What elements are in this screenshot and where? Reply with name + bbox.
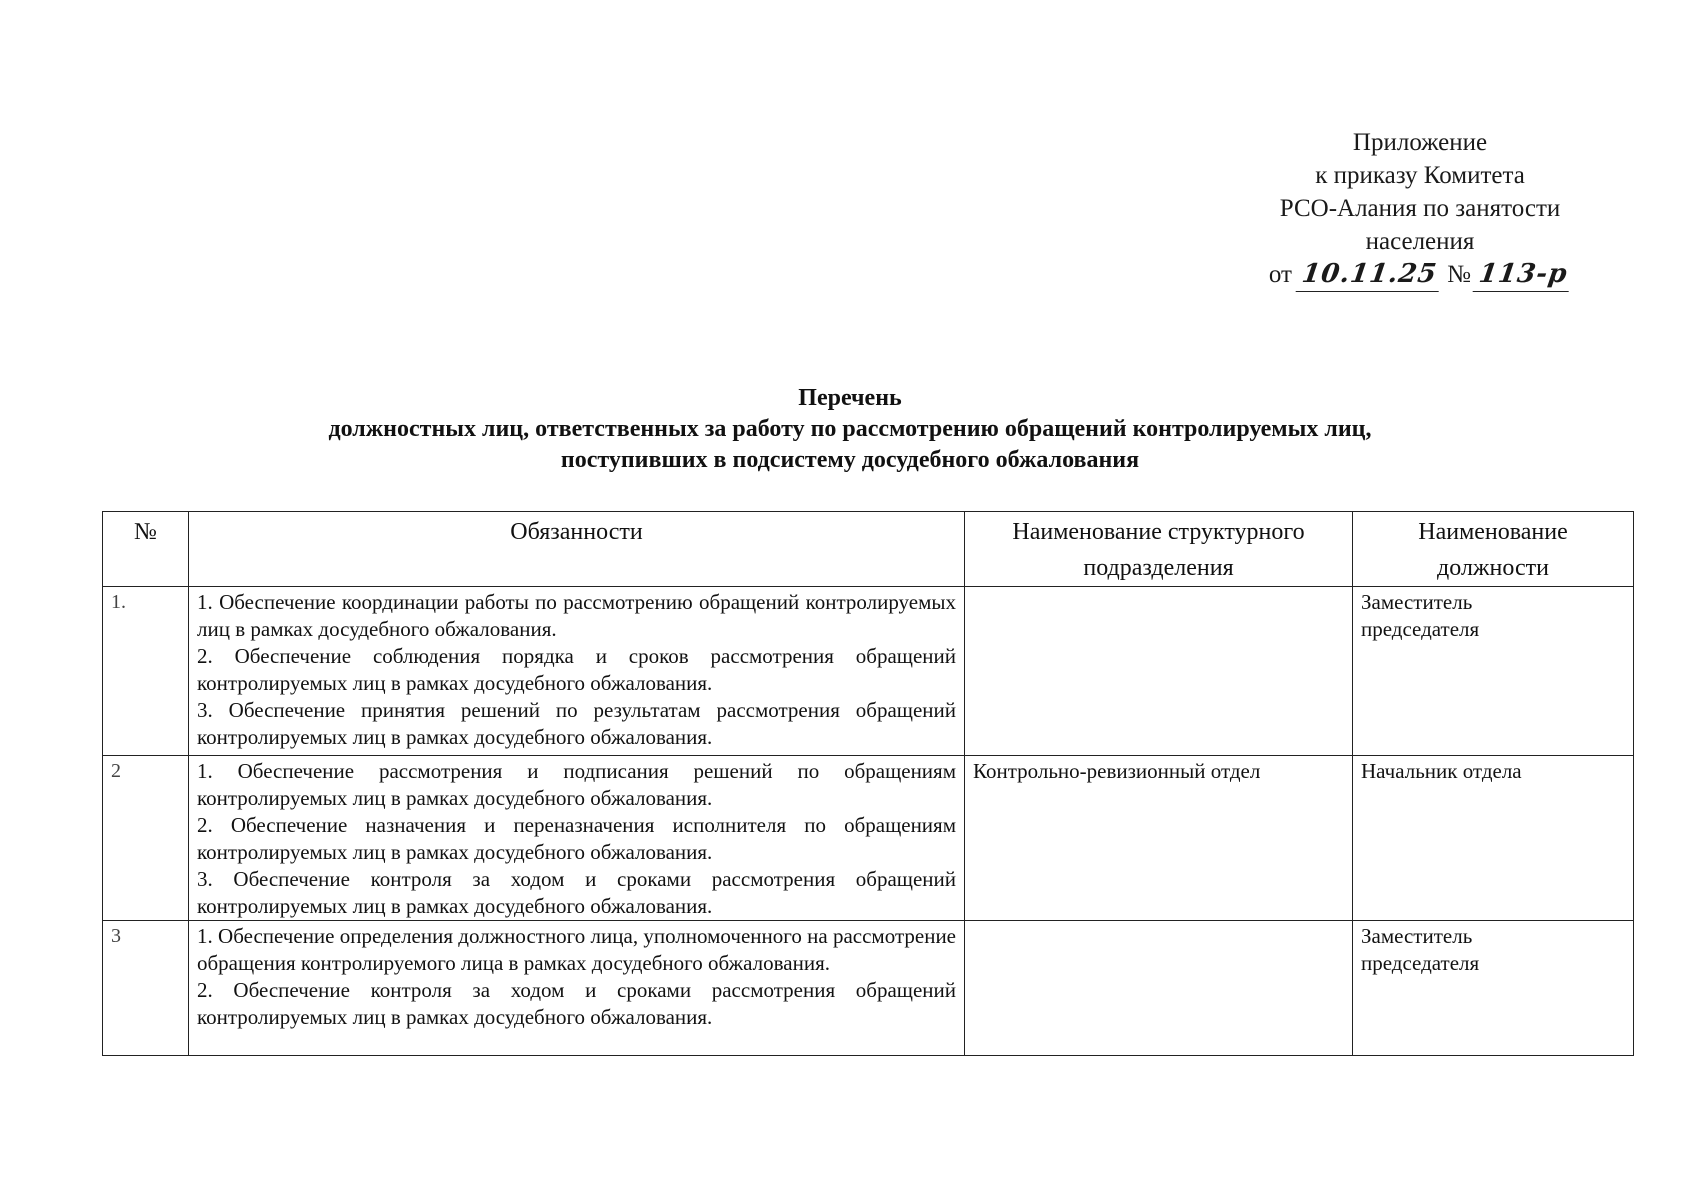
row-department <box>965 921 1353 1056</box>
table-row <box>103 756 1634 921</box>
attachment-line-1: Приложение <box>1352 129 1488 156</box>
duty-item: 1. Обеспечение определения должностного лица, уполномоченного на рассмотрение обращения контролируемого лица в рамках досудебного обжалования. <box>197 924 956 975</box>
duty-item: 2. Обеспечение назначения и переназначения исполнителя по обращениям контролируемых лиц в рамках досудебного обжалования. <box>197 813 956 864</box>
number-sign: № <box>1447 261 1471 288</box>
title-line-1: Перечень <box>798 385 902 411</box>
title-line-3: поступивших в подсистему досудебного обжалования <box>560 447 1140 473</box>
handwritten-order-number: 113-р <box>1473 258 1574 292</box>
row-position <box>1353 587 1634 756</box>
duty-item: 3. Обеспечение контроля за ходом и сроками рассмотрения обращений контролируемых лиц в рамках досудебного обжалования. <box>197 867 956 918</box>
handwritten-date: 10.11.25 <box>1296 258 1443 292</box>
header-position: Наименование должности <box>1353 512 1634 587</box>
row-duties <box>189 756 965 921</box>
row-duties <box>189 587 965 756</box>
table-row <box>103 587 1634 756</box>
duty-item: 1. Обеспечение координации работы по рассмотрению обращений контролируемых лиц в рамках досудебного обжалования. <box>197 590 956 641</box>
title-line-2: должностных лиц, ответственных за работу по рассмотрению обращений контролируемых лиц, <box>328 416 1372 442</box>
table-header-row <box>103 512 1634 587</box>
row-number: 3 <box>103 921 189 1056</box>
responsibility-table <box>102 511 1634 1056</box>
attachment-line-4: населения <box>1365 228 1475 255</box>
header-duties: Обязанности <box>189 512 965 587</box>
row-number: 1. <box>103 587 189 756</box>
attachment-line-2: к приказу Комитета <box>1315 162 1525 189</box>
header-department: Наименование структурного подразделения <box>965 512 1353 587</box>
row-position <box>1353 756 1634 921</box>
duty-item: 3. Обеспечение принятия решений по результатам рассмотрения обращений контролируемых лиц в рамках досудебного обжалования. <box>197 698 956 749</box>
attachment-line-3: РСО-Алания по занятости <box>1279 195 1561 222</box>
duty-item: 2. Обеспечение контроля за ходом и сроками рассмотрения обращений контролируемых лиц в рамках досудебного обжалования. <box>197 978 956 1029</box>
row-department <box>965 587 1353 756</box>
row-number: 2 <box>103 756 189 921</box>
header-number: № <box>103 512 189 587</box>
order-date-line <box>1269 258 1571 292</box>
duty-item: 1. Обеспечение рассмотрения и подписания решений по обращениям контролируемых лиц в рамках досудебного обжалования. <box>197 759 956 810</box>
table-row <box>103 921 1634 1056</box>
date-prefix: от <box>1268 261 1292 288</box>
position-text: Начальник отдела <box>1361 759 1522 783</box>
position-text: Заместитель председателя <box>1361 590 1480 641</box>
duty-item: 2. Обеспечение соблюдения порядка и сроков рассмотрения обращений контролируемых лиц в рамках досудебного обжалования. <box>197 644 956 695</box>
position-text: Заместитель председателя <box>1361 924 1480 975</box>
attachment-header <box>1240 126 1600 292</box>
row-department: Контрольно-ревизионный отдел <box>965 756 1353 921</box>
row-duties <box>189 921 965 1056</box>
document-title <box>100 383 1600 476</box>
row-position <box>1353 921 1634 1056</box>
